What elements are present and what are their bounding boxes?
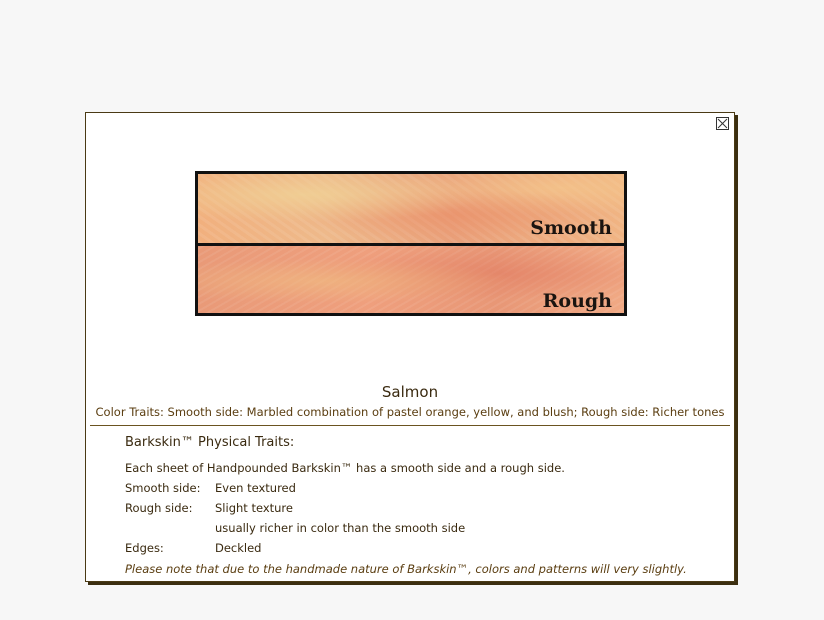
handmade-note: Please note that due to the handmade nature of Barkskin™, colors and patterns will very slightly.	[125, 562, 687, 576]
physical-traits-title: Barkskin™ Physical Traits:	[125, 435, 295, 450]
physical-traits-section	[125, 435, 714, 558]
color-traits: Color Traits: Smooth side: Marbled combination of pastel orange, yellow, and blush; Rough side: Richer tones	[95, 405, 725, 419]
product-name: Salmon	[381, 383, 439, 401]
trait-row	[125, 478, 714, 498]
rough-side-sample	[198, 246, 624, 316]
trait-row	[125, 498, 714, 518]
trait-label: Smooth side:	[125, 481, 201, 495]
trait-label: Rough side:	[125, 501, 193, 515]
smooth-label: Smooth	[530, 217, 612, 239]
trait-value: Even textured	[215, 481, 296, 495]
smooth-side-sample	[198, 174, 624, 246]
trait-value: Deckled	[215, 541, 262, 555]
divider	[90, 425, 730, 426]
trait-value: Slight texture	[215, 501, 293, 515]
product-detail-dialog	[85, 112, 735, 582]
paper-swatch-image	[195, 171, 627, 316]
trait-label: Edges:	[125, 541, 164, 555]
rough-label: Rough	[542, 290, 612, 312]
close-button[interactable]	[716, 117, 729, 130]
close-x-icon[interactable]	[717, 118, 728, 129]
physical-traits-intro: Each sheet of Handpounded Barkskin™ has a smooth side and a rough side.	[125, 461, 565, 475]
trait-value: usually richer in color than the smooth side	[215, 521, 466, 535]
trait-row	[125, 518, 714, 538]
trait-row	[125, 538, 714, 558]
